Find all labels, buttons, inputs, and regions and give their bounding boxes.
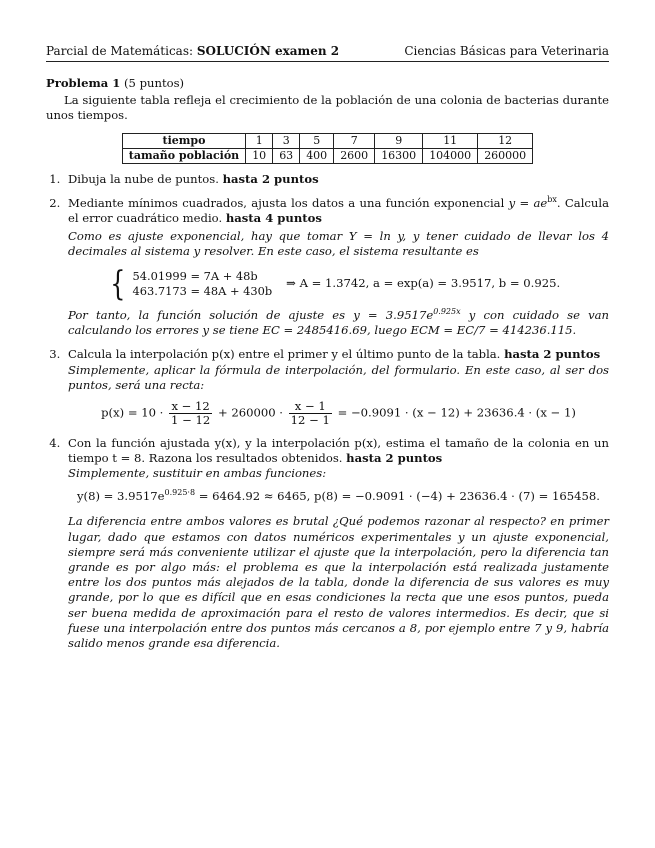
- eval-a: y(8) = 3.9517e: [77, 489, 165, 504]
- page-header: [46, 44, 609, 62]
- question-1: [64, 172, 609, 187]
- table-cell: 260000: [478, 148, 533, 163]
- q2-text-b: . Calcula el error cuadrático medio.: [68, 195, 609, 226]
- equation-system: [58, 263, 609, 304]
- evaluation-equation: [68, 489, 609, 504]
- table-cell: 1: [246, 133, 273, 148]
- row-header-time: tiempo: [122, 133, 245, 148]
- eq-mid: + 260000 ·: [217, 405, 283, 420]
- question-list: [46, 172, 609, 652]
- course-prefix: Parcial de Matemáticas:: [46, 44, 194, 58]
- table-cell: 400: [300, 148, 334, 163]
- table-cell: 2600: [334, 148, 375, 163]
- q4-solution-2: La diferencia entre ambos valores es brutal ¿Qué podemos razonar al respecto? en primer lugar, dado que estamos con datos numéricos experimentales y un ajuste exponencial, siempre será más conveniente utilizar el ajuste que la interpolación, pero la diferencia tan grande es por algo más: el problema es que la interpolación está realizada justamente entre los dos puntos más alejados de la tabla, donde la diferencia de sus valores es muy grande, por lo que es difícil que en esas condiciones la recta que une esos puntos, pueda ser buena medida de aproximación para el resto de valores intermedios. Es decir, que si fuese una interpolación entre dos puntos más cercanos a 8, por ejemplo entre 7 y 9, habría salido menos grande esa diferencia.: [68, 514, 609, 651]
- table-cell: 16300: [375, 148, 423, 163]
- question-2: [64, 196, 609, 338]
- problem-points: (5 puntos): [124, 76, 185, 90]
- q1-text: Dibuja la nube de puntos.: [68, 171, 219, 186]
- fraction-1-den: 1 − 12: [171, 412, 211, 427]
- table-cell: 5: [300, 133, 334, 148]
- q2-sol2-b: y con cuidado se van calculando los errores y se tiene EC = 2485416.69, luego ECM = EC/7 = 414236.115.: [68, 307, 610, 337]
- data-table: [122, 133, 533, 164]
- eq-rhs: = −0.9091 · (x − 12) + 23636.4 · (x − 1): [337, 405, 576, 420]
- q2-solution-1: Como es ajuste exponencial, hay que tomar Y = ln y, y tener cuidado de llevar los 4 decimales al sistema y resolver. En este caso, el sistema resultante es: [68, 229, 609, 259]
- system-lines: [132, 269, 272, 299]
- system-line-1: 54.01999 = 7A + 48b: [132, 268, 258, 283]
- problem-section: [46, 76, 609, 651]
- table-cell: 10: [246, 148, 273, 163]
- q2-formula: y = ae: [508, 195, 548, 210]
- exam-title: SOLUCIÓN examen 2: [196, 44, 340, 58]
- table-cell: 63: [273, 148, 300, 163]
- problem-title: Problema 1: [46, 76, 121, 90]
- program-name: Ciencias Básicas para Veterinaria: [404, 44, 609, 58]
- q3-solution: Simplemente, aplicar la fórmula de interpolación, del formulario. En este caso, al ser dos puntos, será una recta:: [68, 363, 609, 393]
- table-cell: 7: [334, 133, 375, 148]
- interpolation-equation: [68, 400, 609, 427]
- q4-points: hasta 2 puntos: [346, 450, 443, 465]
- q2-formula-exp: bx: [547, 194, 557, 204]
- q2-sol2-exp: 0.925x: [433, 306, 461, 316]
- row-header-population: tamaño población: [122, 148, 245, 163]
- q2-points: hasta 4 puntos: [225, 211, 322, 226]
- problem-intro: La siguiente tabla refleja el crecimiento de la población de una colonia de bacterias durante unos tiempos.: [46, 93, 609, 123]
- table-cell: 3: [273, 133, 300, 148]
- eval-b: = 6464.92 ≈ 6465, p(8) = −0.9091 · (−4) + 23636.4 · (7) = 165458.: [195, 489, 600, 504]
- q1-points: hasta 2 puntos: [222, 171, 319, 186]
- table-cell: 11: [423, 133, 478, 148]
- system-line-2: 463.7173 = 48A + 430b: [132, 283, 273, 298]
- problem-heading: [46, 76, 609, 91]
- table-row: [122, 148, 532, 163]
- q2-sol2-a: Por tanto, la función solución de ajuste es y = 3.9517e: [68, 307, 434, 322]
- table-cell: 12: [478, 133, 533, 148]
- eq-lhs: p(x) = 10 ·: [101, 405, 164, 420]
- q2-text-a: Mediante mínimos cuadrados, ajusta los datos a una función exponencial: [68, 195, 509, 210]
- brace-symbol: {: [110, 263, 126, 304]
- fraction-1-num: x − 12: [169, 400, 212, 414]
- question-3: [64, 347, 609, 427]
- q2-solution-2: [68, 308, 609, 338]
- eval-exp: 0.925·8: [164, 488, 196, 498]
- fraction-2-num: x − 1: [289, 400, 332, 414]
- question-4: [64, 436, 609, 652]
- q3-text: Calcula la interpolación p(x) entre el primer y el último punto de la tabla.: [68, 347, 501, 362]
- fraction-2-den: 12 − 1: [290, 412, 330, 427]
- q4-solution-1: Simplemente, sustituir en ambas funciones:: [68, 466, 327, 481]
- fraction-2: [289, 400, 332, 427]
- q3-points: hasta 2 puntos: [504, 347, 601, 362]
- table-cell: 104000: [423, 148, 478, 163]
- header-left: [46, 44, 339, 58]
- fraction-1: [169, 400, 212, 427]
- system-result: ⇒ A = 1.3742, a = exp(a) = 3.9517, b = 0.925.: [286, 276, 561, 291]
- q4-text: Con la función ajustada y(x), y la interpolación p(x), estima el tamaño de la colonia en un tiempo t = 8. Razona los resultados obtenidos.: [68, 435, 609, 465]
- table-row: [122, 133, 532, 148]
- table-cell: 9: [375, 133, 423, 148]
